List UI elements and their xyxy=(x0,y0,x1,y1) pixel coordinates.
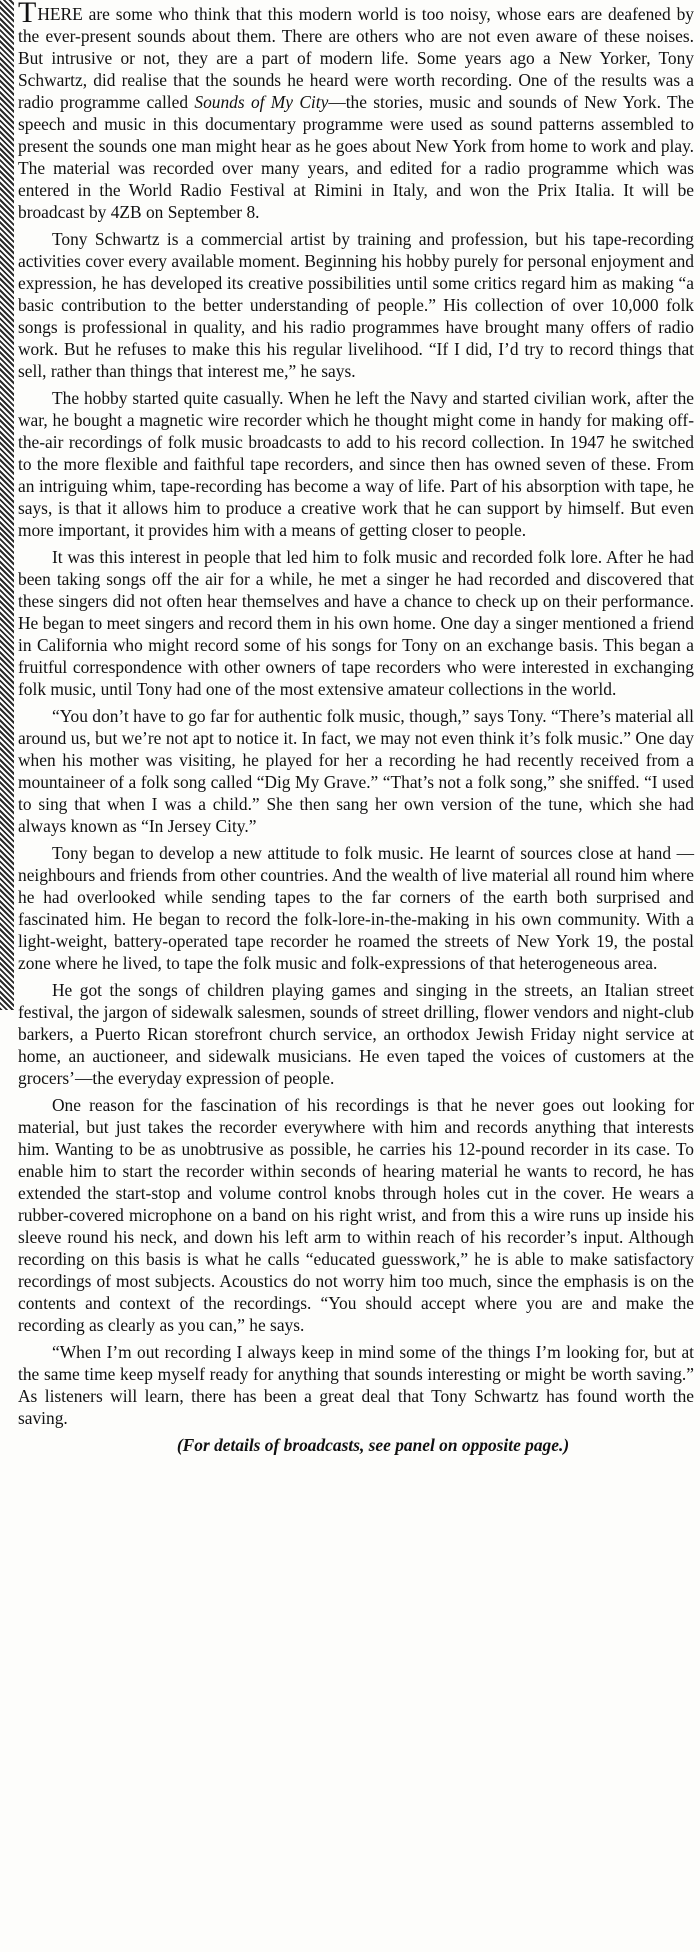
paragraph-6: Tony began to develop a new attitude to folk music. He learnt of sources close at hand — neighbours and friends from other countries. And the wealth of live material all round him where he had overlooked while sending tapes to the far corners of the earth both surprised and fascinated him. He began to record the folk-lore-in-the-making in his own community. With a light-weight, battery-operated tape recorder he roamed the streets of New York 19, the postal zone where he lived, to tape the folk music and folk-expressions of that heterogeneous area. xyxy=(18,843,694,973)
column-rule xyxy=(0,0,14,1010)
paragraph-8: One reason for the fascination of his recordings is that he never goes out looking for material, but just takes the recorder everywhere with him and records anything that interests him. Wanting to be as unobtrusive as possible, he carries his 12-pound recorder in its case. To enable him to start the recorder within seconds of hearing material he wants to record, he has extended the start-stop and volume control knobs through holes cut in the cover. He wears a rubber-covered microphone on a band on his right wrist, and from this a wire runs up inside his sleeve round his neck, and down his left arm to within reach of his recorder’s input. Although recording on this basis is what he calls “educated guesswork,” he is able to make satisfactory recordings of most subjects. Acoustics do not worry him too much, since the emphasis is on the contents and context of the recordings. “You should accept where you are and make the recording as clearly as you can,” he says. xyxy=(18,1095,694,1335)
paragraph-2: Tony Schwartz is a commercial artist by training and profession, but his tape-recording activities cover every available moment. Beginning his hobby purely for personal enjoyment and expression, he has developed its creative possibilities until some critics regard him as making “a basic contribution to the better understanding of people.” His collection of over 10,000 folk songs is professional in quality, and his radio programmes have brought many offers of radio work. But he refuses to make this his regular livelihood. “If I did, I’d try to record things that sell, rather than things that interest me,” he says. xyxy=(18,229,694,381)
paragraph-1-text: HERE are some who think that this modern world is too noisy, whose ears are deafened by the ever-present sounds about them. There are others who are not even aware of these noises. But intrusive or not, they are a part of modern life. Some years ago a New Yorker, Tony Schwartz, did realise that the sounds he heard were worth recording. One of the results was a radio programme called xyxy=(18,4,694,112)
paragraph-7: He got the songs of children playing games and singing in the streets, an Italian street festival, the jargon of sidewalk salesmen, sounds of street drilling, flower vendors and night-club barkers, a Puerto Rican storefront church service, an orthodox Jewish Friday night service at home, an auctioneer, and sidewalk musicians. He even taped the voices of customers at the grocers’—the everyday expression of people. xyxy=(18,980,694,1088)
drop-cap: T xyxy=(18,0,37,29)
paragraph-1 xyxy=(18,2,694,223)
article-body xyxy=(18,2,694,1461)
broadcast-details-note: (For details of broadcasts, see panel on opposite page.) xyxy=(176,1435,570,1455)
paragraph-1-tail: —the stories, music and sounds of New York. The speech and music in this documentary programme were used as sound patterns assembled to present the sounds one man might hear as he goes about New York from home to work and play. The material was recorded over many years, and edited for a radio programme which was entered in the World Radio Festival at Rimini in Italy, and won the Prix Italia. It will be broadcast by 4ZB on September 8. xyxy=(18,92,694,222)
paragraph-4: It was this interest in people that led him to folk music and recorded folk lore. After he had been taking songs off the air for a while, he met a singer he had recorded and discovered that these singers did not often hear themselves and have a chance to check up on their performance. He began to meet singers and record them in his own home. One day a singer mentioned a friend in California who might record some of his songs for Tony on an exchange basis. This began a fruitful correspondence with other owners of tape recorders who were interested in exchanging folk music, until Tony had one of the most extensive amateur collections in the world. xyxy=(18,547,694,699)
programme-title: Sounds of My City xyxy=(194,92,329,112)
paragraph-9: “When I’m out recording I always keep in mind some of the things I’m looking for, but at the same time keep myself ready for anything that sounds interesting or might be worth saving.” As listeners will learn, there has been a great deal that Tony Schwartz has found worth the saving. xyxy=(18,1342,694,1428)
paragraph-3: The hobby started quite casually. When he left the Navy and started civilian work, after the war, he bought a magnetic wire recorder which he thought might come in handy for making off-the-air recordings of folk music broadcasts to add to his record collection. In 1947 he switched to the more flexible and faithful tape recorders, and since then has owned seven of these. From an intriguing whim, tape-recording has become a way of life. Part of his absorption with tape, he says, is that it allows him to produce a creative work that he can support by himself. But even more important, it provides him with a means of getting closer to people. xyxy=(18,388,694,540)
paragraph-5: “You don’t have to go far for authentic folk music, though,” says Tony. “There’s material all around us, but we’re not apt to notice it. In fact, we may not even think it’s folk music.” One day when his mother was visiting, he played for her a recording he had recently received from a mountaineer of a folk song called “Dig My Grave.” “That’s not a folk song,” she sniffed. “I used to sing that when I was a child.” She then sang her own version of the tune, which she had always known as “In Jersey City.” xyxy=(18,706,694,836)
